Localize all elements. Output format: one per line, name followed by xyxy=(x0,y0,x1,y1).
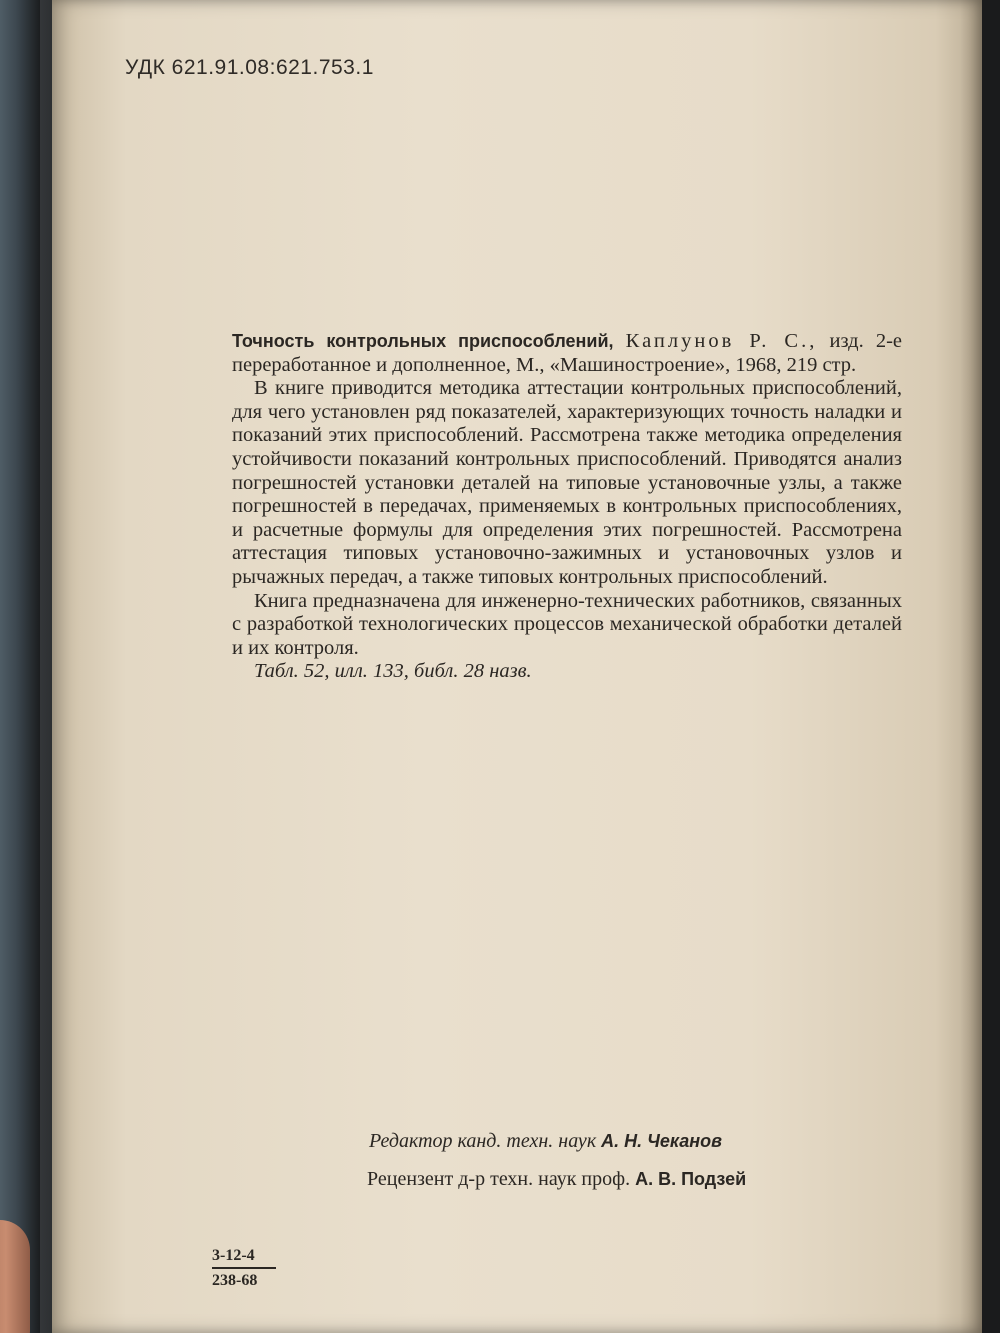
bibliographic-entry xyxy=(232,330,902,377)
reviewer-role: Рецензент д-р техн. наук проф. xyxy=(367,1168,631,1190)
abstract-paragraph-1: В книге приводится методика аттестации контрольных приспособлений, для чего установлен ряд показателей, характеризующих точность наладки и показаний этих приспособлений. Рассмотрена также методика определения устойчивости показаний контрольных приспособлений. Приводятся анализ погрешностей установки деталей на типовые установочные узлы, а также погрешностей в передачах, применяемых в контрольных приспособлениях, и расчетные формулы для определения этих погрешностей. Рассмотрена аттестация типовых установочно-зажимных и установочных узлов и рычажных передач, а также типовых контрольных приспособлений. xyxy=(232,377,902,588)
book-cover-edge xyxy=(0,0,40,1333)
pubcode-top: 3-12-4 xyxy=(212,1246,276,1269)
editor-name: А. Н. Чеканов xyxy=(601,1131,723,1151)
edition-info: изд. 2-е переработанное и дополненное, М., «Машиностроение», 1968, 219 стр. xyxy=(232,330,903,376)
abstract-block xyxy=(232,330,902,684)
book-stats: Табл. 52, илл. 133, библ. 28 назв. xyxy=(254,660,532,683)
finger xyxy=(0,1220,30,1333)
reviewer-line xyxy=(367,1168,746,1191)
editor-line xyxy=(369,1130,722,1153)
book-title: Точность контрольных приспособлений, xyxy=(232,331,614,351)
book-page xyxy=(52,0,982,1333)
pubcode-bottom: 238-68 xyxy=(212,1272,258,1289)
publication-code xyxy=(212,1246,276,1291)
book-author: Каплунов Р. С., xyxy=(625,330,818,352)
editor-role: Редактор канд. техн. наук xyxy=(369,1130,597,1152)
reviewer-name: А. В. Подзей xyxy=(635,1169,747,1189)
page-edge-shadow xyxy=(960,0,982,1333)
udc-code: УДК 621.91.08:621.753.1 xyxy=(125,56,374,79)
abstract-paragraph-2: Книга предназначена для инженерно-технических работников, связанных с разработкой технологических процессов механической обработки деталей и их контроля. xyxy=(232,589,902,659)
